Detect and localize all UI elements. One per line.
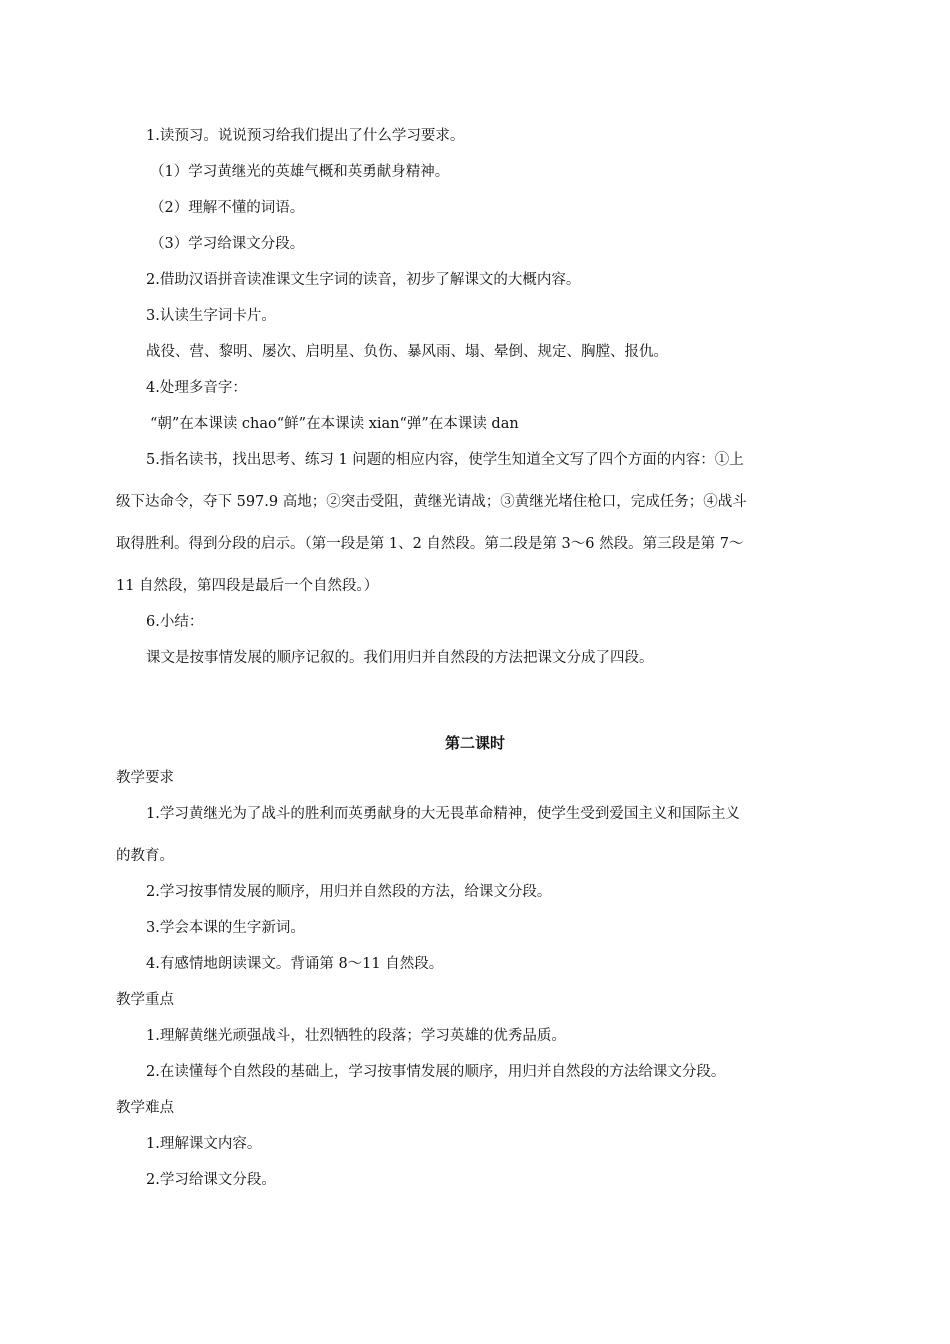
- paragraph-line: 11 自然段，第四段是最后一个自然段。）: [116, 578, 379, 594]
- paragraph-line: 2.学习给课文分段。: [146, 1172, 276, 1188]
- paragraph-line: 3.学会本课的生字新词。: [146, 920, 305, 936]
- paragraph-line: 1.理解黄继光顽强战斗，壮烈牺牲的段落；学习英雄的优秀品质。: [146, 1028, 566, 1044]
- paragraph-line: （3）学习给课文分段。: [150, 236, 305, 252]
- paragraph-line: 1.理解课文内容。: [146, 1136, 262, 1152]
- paragraph-line: 2.在读懂每个自然段的基础上，学习按事情发展的顺序，用归并自然段的方法给课文分段。: [146, 1064, 726, 1080]
- paragraph-line: “朝”在本课读 chao“鲜”在本课读 xian“弹”在本课读 dan: [150, 416, 519, 432]
- paragraph-line: 2.学习按事情发展的顺序，用归并自然段的方法，给课文分段。: [146, 884, 552, 900]
- paragraph-line: 取得胜利。得到分段的启示。（第一段是第 1、2 自然段。第二段是第 3～6 然段。第三段是第 7～: [116, 536, 744, 552]
- vocabulary-list: 战役、营、黎明、屡次、启明星、负伤、暴风雨、塌、晕倒、规定、胸膛、报仇。: [146, 344, 668, 360]
- paragraph-line: 3.认读生字词卡片。: [146, 308, 276, 324]
- section-heading: 教学难点: [116, 1100, 174, 1116]
- paragraph-line: 2.借助汉语拼音读准课文生字词的读音，初步了解课文的大概内容。: [146, 272, 581, 288]
- paragraph-line: 5.指名读书，找出思考、练习 1 问题的相应内容，使学生知道全文写了四个方面的内容：①上: [146, 452, 744, 468]
- paragraph-line: （2）理解不懂的词语。: [150, 200, 305, 216]
- section-heading: 教学重点: [116, 992, 174, 1008]
- paragraph-line: 1.读预习。说说预习给我们提出了什么学习要求。: [146, 128, 465, 144]
- summary-text: 课文是按事情发展的顺序记叙的。我们用归并自然段的方法把课文分成了四段。: [146, 650, 654, 666]
- paragraph-line: （1）学习黄继光的英雄气概和英勇献身精神。: [150, 164, 450, 180]
- paragraph-line: 4.有感情地朗读课文。背诵第 8～11 自然段。: [146, 956, 444, 972]
- section-title: 第二课时: [444, 734, 505, 752]
- paragraph-line: 级下达命令，夺下 597.9 高地；②突击受阻，黄继光请战；③黄继光堵住枪口，完成任务；④战斗: [116, 494, 747, 510]
- paragraph-line: 的教育。: [116, 848, 174, 864]
- paragraph-line: 4.处理多音字：: [146, 380, 247, 396]
- paragraph-line: 1.学习黄继光为了战斗的胜利而英勇献身的大无畏革命精神，使学生受到爱国主义和国际主义: [146, 806, 740, 822]
- paragraph-line: 6.小结：: [146, 614, 204, 630]
- section-heading: 教学要求: [116, 770, 174, 786]
